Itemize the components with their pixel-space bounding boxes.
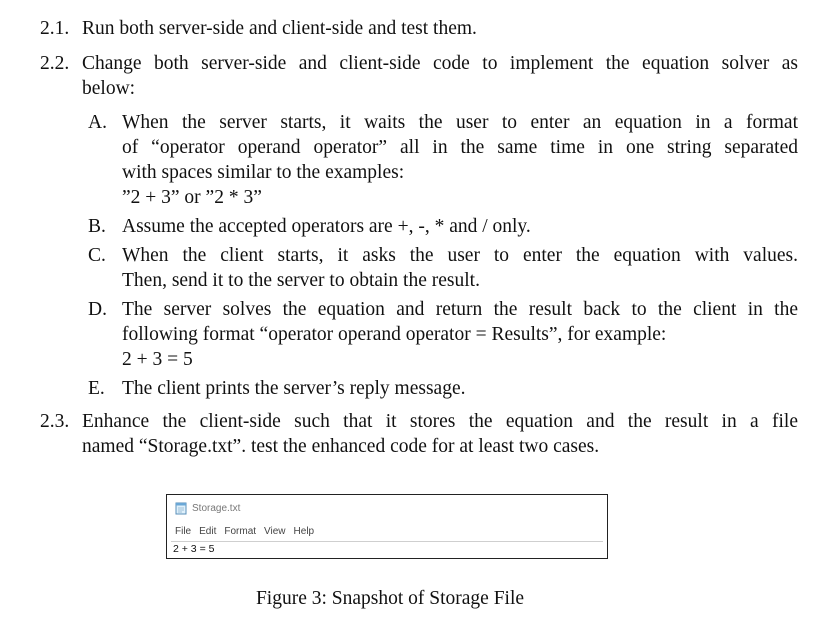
subitem-line: following format “operator operand operator = Results”, for example: xyxy=(122,324,667,345)
subitem-letter: B. xyxy=(88,216,106,237)
item-text xyxy=(82,51,798,101)
item-2-1 xyxy=(40,16,798,41)
subitem-line: Assume the accepted operators are +, -, * and / only. xyxy=(122,216,531,237)
subitem-line: with spaces similar to the examples: xyxy=(122,162,405,183)
subitem-c xyxy=(88,243,798,293)
item-line: Enhance the client-side such that it stores the equation and the result in a file xyxy=(82,411,798,432)
item-2-3 xyxy=(40,409,798,459)
subitem-text xyxy=(122,297,798,372)
subitem-letter: E. xyxy=(88,378,105,399)
subitem-letter: A. xyxy=(88,112,107,133)
subitem-line: 2 + 3 = 5 xyxy=(122,349,193,370)
subitem-text xyxy=(122,214,798,239)
subitem-line: When the server starts, it waits the user to enter an equation in a format xyxy=(122,112,798,133)
subitem-text xyxy=(122,110,798,210)
item-2-2 xyxy=(40,51,798,101)
item-number: 2.2. xyxy=(40,53,70,74)
item-number: 2.3. xyxy=(40,411,70,432)
menu-file[interactable]: File xyxy=(175,526,192,537)
subitem-text xyxy=(122,376,798,401)
item-line: Run both server-side and client-side and test them. xyxy=(82,18,477,39)
subitem-line: The client prints the server’s reply message. xyxy=(122,378,466,399)
notepad-title: Storage.txt xyxy=(192,502,241,514)
subitem-d xyxy=(88,297,798,372)
subitem-b xyxy=(88,214,798,239)
subitem-line: ”2 + 3” or ”2 * 3” xyxy=(122,187,262,208)
item-line: named “Storage.txt”. test the enhanced code for at least two cases. xyxy=(82,436,600,457)
subitem-text xyxy=(122,243,798,293)
notepad-text-area[interactable]: 2 + 3 = 5 xyxy=(171,541,603,556)
menu-format[interactable]: Format xyxy=(224,526,257,537)
figure-caption-wrap xyxy=(0,586,816,611)
item-text xyxy=(82,409,798,459)
item-number: 2.1. xyxy=(40,18,70,39)
notepad-menu-bar xyxy=(175,526,314,538)
subitem-letter: D. xyxy=(88,299,107,320)
item-line: Change both server-side and client-side code to implement the equation solver as xyxy=(82,53,798,74)
menu-edit[interactable]: Edit xyxy=(199,526,217,537)
subitem-a xyxy=(88,110,798,210)
notepad-snapshot xyxy=(166,494,608,559)
notepad-icon xyxy=(175,502,188,515)
menu-help[interactable]: Help xyxy=(293,526,315,537)
notepad-title-bar xyxy=(175,502,240,515)
subitem-e xyxy=(88,376,798,401)
menu-view[interactable]: View xyxy=(264,526,286,537)
subitem-line: Then, send it to the server to obtain the result. xyxy=(122,270,480,291)
item-line: below: xyxy=(82,78,136,99)
subitem-line: When the client starts, it asks the user to enter the equation with values. xyxy=(122,245,798,266)
subitem-line: of “operator operand operator” all in the same time in one string separated xyxy=(122,137,798,158)
subitem-letter: C. xyxy=(88,245,106,266)
subitem-line: The server solves the equation and return the result back to the client in the xyxy=(122,299,798,320)
item-text xyxy=(82,16,798,41)
figure-caption: Figure 3: Snapshot of Storage File xyxy=(255,588,525,609)
